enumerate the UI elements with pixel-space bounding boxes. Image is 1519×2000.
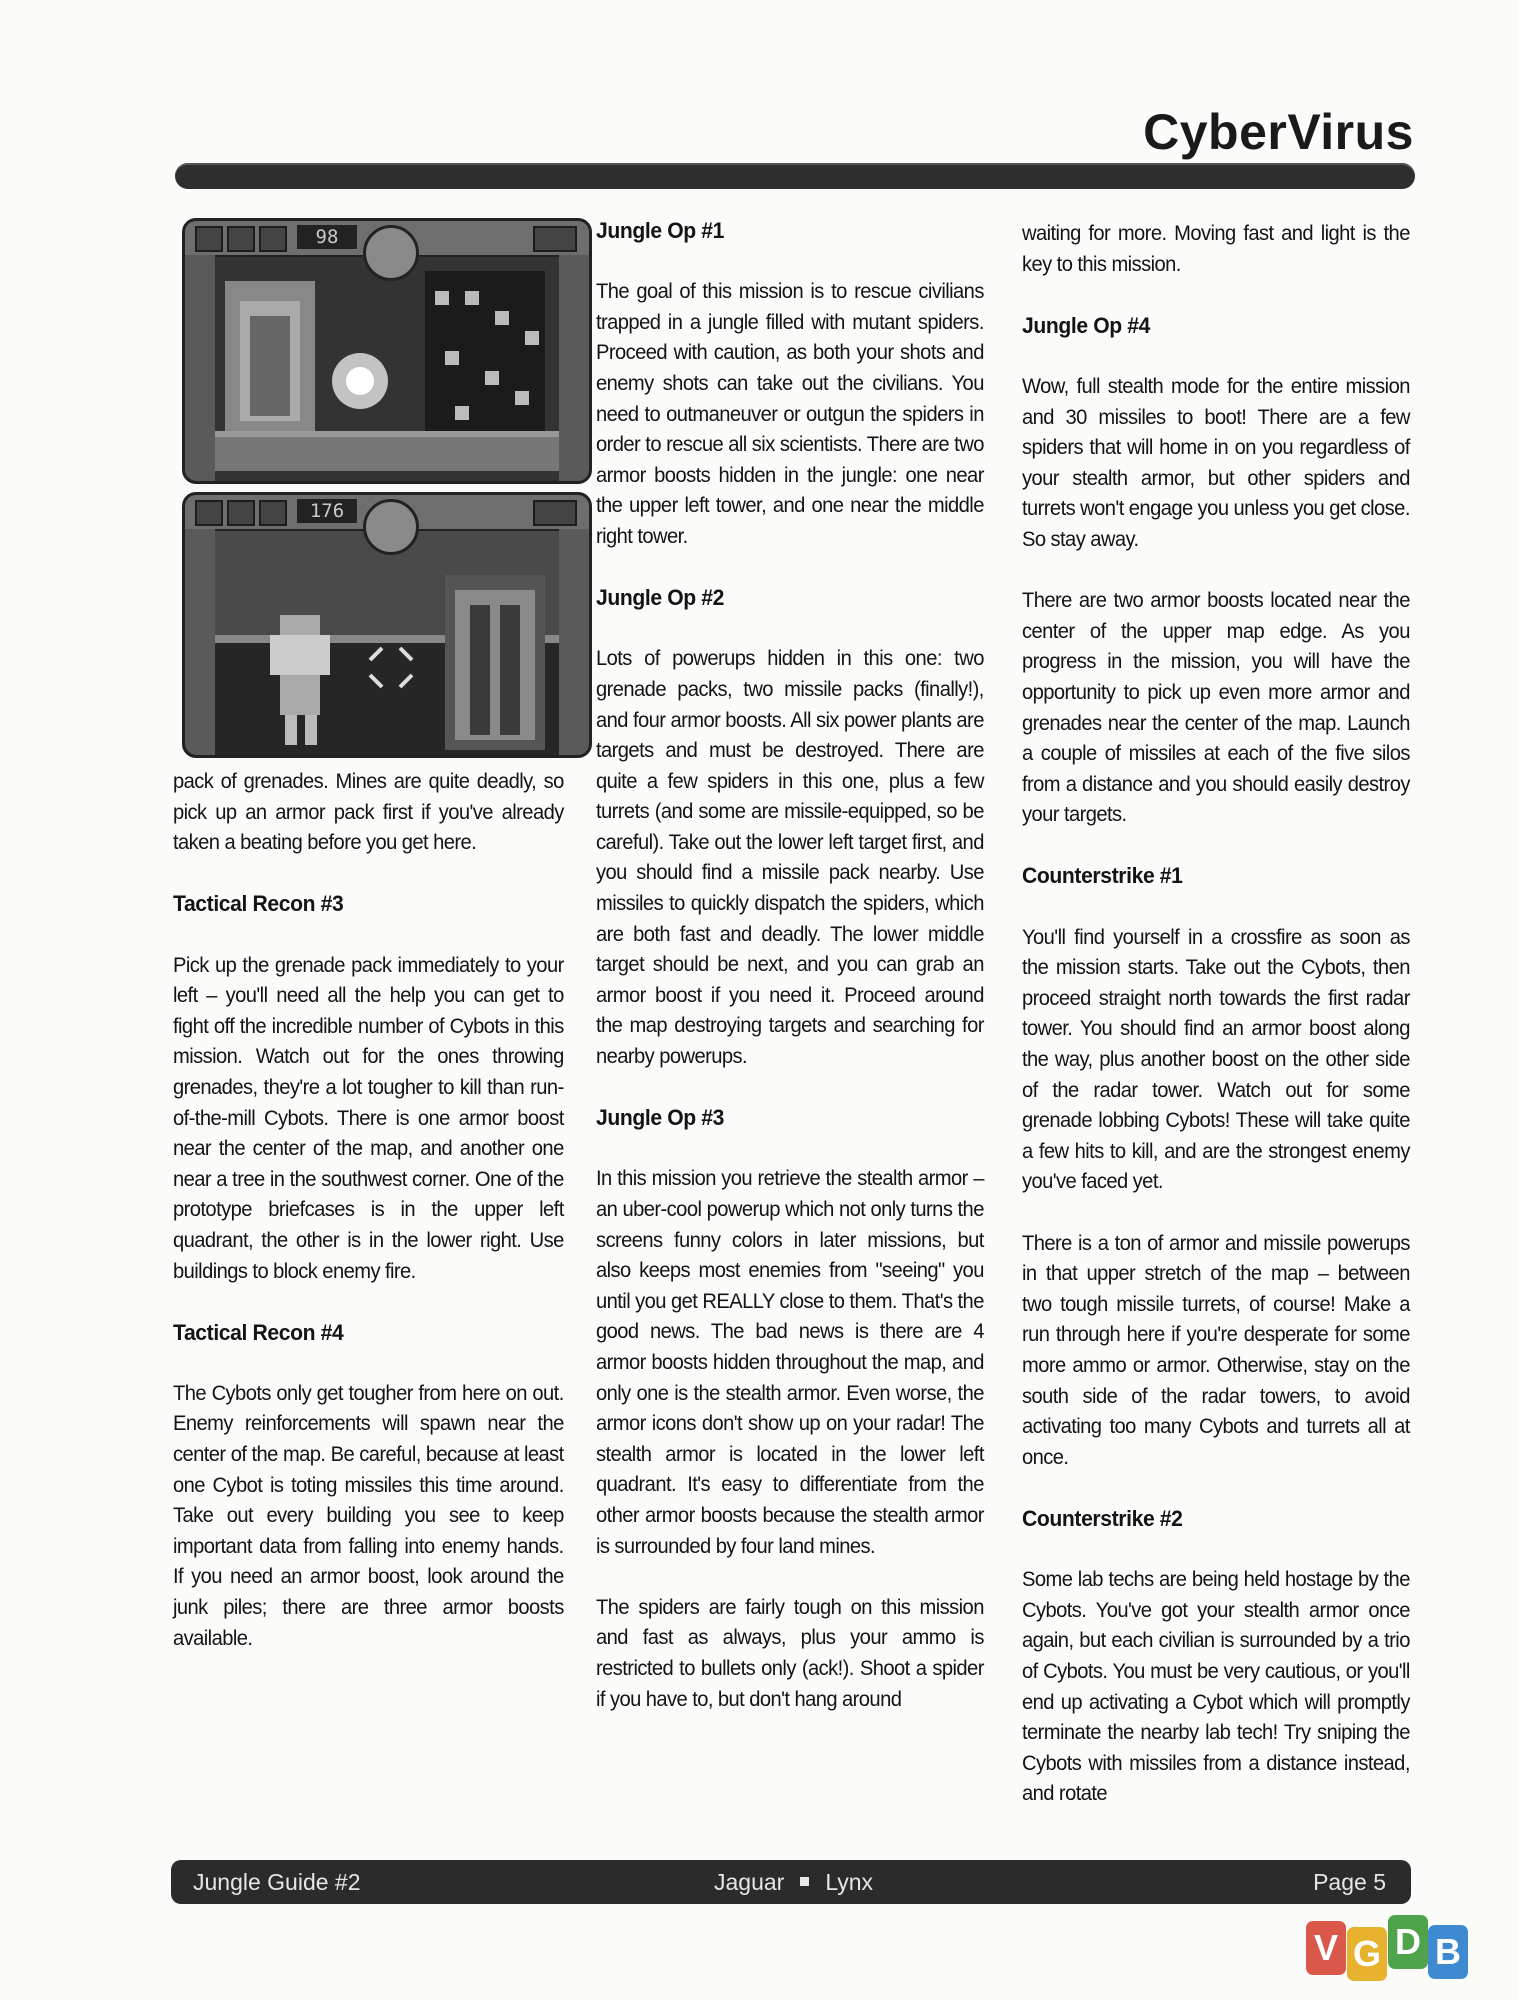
cockpit-frame-right bbox=[559, 529, 589, 755]
footer-guide-title: Jungle Guide #2 bbox=[193, 1869, 361, 1895]
paragraph: The goal of this mission is to rescue civilians trapped in a jungle filled with mutant spiders. Proceed with caution, as both your shots and enemy shots can take out the civilians. You need to outmaneuver or outgun the spiders in order to rescue all six scientists. There are two armor boosts hidden in the jungle: one near the upper left tower, and one near the middle right tower. bbox=[596, 280, 984, 548]
paragraph: The Cybots only get tougher from here on out. Enemy reinforcements will spawn near the center of the map. Be careful, because at least one Cybot is toting missiles this time around. Take out every building you see to keep important data from falling into enemy hands. If you need an armor boost, look around the junk piles; there are three armor boosts available. bbox=[173, 1381, 564, 1650]
hud-slot-icon bbox=[227, 226, 255, 252]
footer-bar bbox=[171, 1860, 1411, 1904]
hud-slot-icon bbox=[259, 500, 287, 526]
text-column-middle bbox=[596, 216, 984, 1746]
hud-radar-icon bbox=[363, 499, 419, 555]
logo-tile: V bbox=[1306, 1921, 1346, 1975]
game-screenshot bbox=[182, 218, 592, 484]
section-heading: Jungle Op #3 bbox=[596, 1105, 725, 1131]
platform-lynx: Lynx bbox=[825, 1869, 874, 1895]
paragraph: There is a ton of armor and missile powerups in that upper stretch of the map – between two tough missile turrets, of course! Make a run through here if you're desperate for some more ammo or armor. Otherwise, stay on the south side of the radar towers, to avoid activating too many Cybots and turrets all at once. bbox=[1022, 1231, 1410, 1469]
paragraph: waiting for more. Moving fast and light is the key to this mission. bbox=[1022, 222, 1410, 276]
hud-slot-icon bbox=[259, 226, 287, 252]
paragraph: Wow, full stealth mode for the entire mission and 30 missiles to boot! There are a few spiders that will home in on you regardless of your stealth armor, but other spiders and turrets won't engage you unless you get close. So stay away. bbox=[1022, 374, 1410, 551]
paragraph: The spiders are fairly tough on this mission and fast as always, plus your ammo is restricted to bullets only (ack!). Shoot a spider if you have to, but don't hang around bbox=[596, 1595, 984, 1711]
hud-slot-icon bbox=[227, 500, 255, 526]
text-column-left bbox=[173, 767, 564, 1685]
page-title: CyberVirus bbox=[1143, 104, 1414, 160]
cockpit-frame-right bbox=[559, 255, 589, 481]
paragraph: There are two armor boosts located near the center of the upper map edge. As you progress in the mission, you will have the opportunity to pick up even more armor and grenades near the center of the map. Launch a couple of missiles at each of the five silos from a distance and you should easily destroy your targets. bbox=[1022, 589, 1410, 827]
game-hud bbox=[185, 221, 589, 257]
footer-platforms bbox=[714, 1860, 873, 1904]
paragraph: In this mission you retrieve the stealth armor – an uber-cool powerup which not only turns the screens funny colors in later missions, but also keeps most enemies from "seeing" you until you get REALLY close to them. That's the good news. The bad news is there are 4 armor boosts hidden throughout the map, and only one is the stealth armor. Even worse, the armor icons don't show up on your radar! The stealth armor is located in the lower left quadrant. It's easy to differentiate from the other armor boosts because the stealth armor is surrounded by four land mines. bbox=[596, 1167, 984, 1558]
square-bullet-icon bbox=[800, 1877, 809, 1886]
logo-tile: D bbox=[1388, 1915, 1428, 1969]
paragraph: Lots of powerups hidden in this one: two grenade packs, two missile packs (finally!), and four armor boosts. All six power plants are targets and must be destroyed. There are quite a few spiders in this one, plus a few turrets (and some are missile-equipped, so be careful). Take out the lower left target first, and you should find a missile pack nearby. Use missiles to quickly dispatch the spiders, which are both fast and deadly. The lower middle target should be next, and you can grab an armor boost if you need it. Proceed around the map destroying targets and searching for nearby powerups. bbox=[596, 647, 984, 1069]
cockpit-frame-left bbox=[185, 529, 215, 755]
logo-tile: B bbox=[1428, 1925, 1468, 1979]
section-heading: Counterstrike #2 bbox=[1022, 1505, 1183, 1531]
section-heading: Tactical Recon #3 bbox=[173, 891, 344, 917]
section-heading: Jungle Op #2 bbox=[596, 585, 725, 611]
vgdb-watermark-logo bbox=[1306, 1907, 1468, 1980]
header-rule bbox=[175, 163, 1415, 189]
hud-radar-icon bbox=[363, 225, 419, 281]
paragraph: You'll find yourself in a crossfire as soon as the mission starts. Take out the Cybots, then proceed straight north towards the first radar tower. You should find an armor boost along the way, plus another boost on the other side of the radar tower. Watch out for some grenade lobbing Cybots! These will take quite a few hits to kill, and are the strongest enemy you've faced yet. bbox=[1022, 925, 1410, 1194]
paragraph: Some lab techs are being held hostage by the Cybots. You've got your stealth armor once again, but each civilian is surrounded by a trio of Cybots. You must be very cautious, or you'll end up activating a Cybot which will promptly terminate the nearby lab tech! Try sniping the Cybots with missiles from a distance instead, and rotate bbox=[1022, 1568, 1410, 1806]
paragraph: Pick up the grenade pack immediately to your left – you'll need all the help you can get to fight off the incredible number of Cybots in this mission. Watch out for the ones throwing grenades, they're a lot tougher to kill than run-of-the-mill Cybots. There is one armor boost near the center of the map, and another one near a tree in the southwest corner. One of the prototype briefcases is in the upper left quadrant, the other is in the lower right. Use buildings to block enemy fire. bbox=[173, 953, 564, 1283]
hud-armor-gauge bbox=[533, 500, 577, 526]
cockpit-frame-left bbox=[185, 255, 215, 481]
paragraph: pack of grenades. Mines are quite deadly, so pick up an armor pack first if you've already taken a beating before you get here. bbox=[173, 770, 564, 855]
hud-slot-icon bbox=[195, 500, 223, 526]
section-heading: Counterstrike #1 bbox=[1022, 863, 1183, 889]
hud-ammo-counter: 176 bbox=[297, 499, 357, 523]
section-heading: Jungle Op #4 bbox=[1022, 312, 1151, 338]
hud-ammo-counter: 98 bbox=[297, 225, 357, 249]
hud-slot-icon bbox=[195, 226, 223, 252]
section-heading: Tactical Recon #4 bbox=[173, 1319, 344, 1345]
text-column-right bbox=[1022, 219, 1410, 1840]
platform-jaguar: Jaguar bbox=[714, 1869, 785, 1895]
logo-tile: G bbox=[1347, 1927, 1387, 1981]
hud-armor-gauge bbox=[533, 226, 577, 252]
game-screenshot bbox=[182, 492, 592, 758]
page-number: Page 5 bbox=[1313, 1869, 1386, 1895]
section-heading: Jungle Op #1 bbox=[596, 218, 725, 243]
game-hud bbox=[185, 495, 589, 531]
